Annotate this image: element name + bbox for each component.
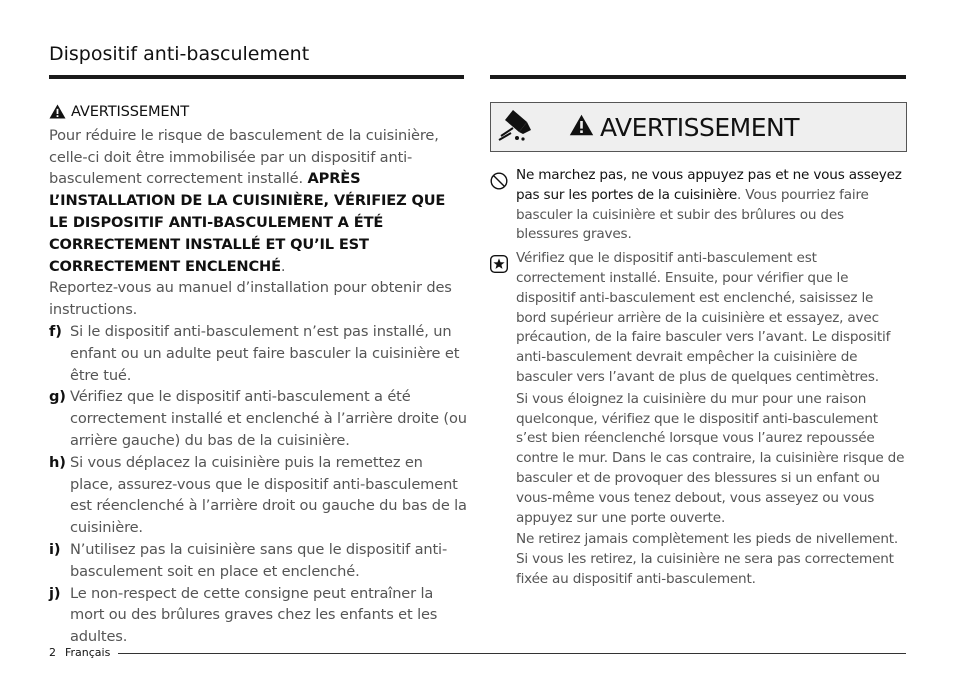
mandatory-text-3: Ne retirez jamais complètement les pieds de nivellement. Si vous les retirez, la cuisinière ne sera pas correctement fixée au dispositif anti-basculement. [516,531,898,587]
list-item [49,321,467,386]
intro-emphasis: APRÈS L’INSTALLATION DE LA CUISINIÈRE, VÉRIFIEZ QUE LE DISPOSITIF ANTI-BASCULEMENT A ÉTÉ CORRECTEMENT INSTALLÉ ET QU’IL EST CORRECTEMENT ENCLENCHÉ [49,170,446,275]
warning-triangle-icon [49,104,66,119]
page-number: 2 [49,646,56,659]
intro-paragraph [49,125,467,278]
list-item [49,539,467,583]
prohibition-detail: . Vous pourriez faire basculer la cuisinière et subir des brûlures ou des blessures graves. [516,186,869,243]
warning-box [490,102,907,152]
mandatory-item [490,249,906,590]
mandatory-text-1: Vérifiez que le dispositif anti-basculement est correctement installé. Ensuite, pour vérifier que le dispositif anti-basculement est enclenché, saisissez le bord supérieur arrière de la cuisinière et essayez, avec précaution, de la faire basculer vers l’avant. Le dispositif anti-basculement devrait empêcher la cuisinière de basculer vers l’avant de plus de quelques centimètres. [516,250,891,385]
list-item [49,452,467,539]
prohibition-item [490,166,906,245]
instructions-reference: Reportez-vous au manuel d’installation pour obtenir des instructions. [49,279,452,319]
warning-box-title [569,113,799,142]
page-title: Dispositif anti-basculement [49,43,310,65]
warning-list [49,321,467,648]
left-heading-rule [49,75,464,79]
list-item [49,583,467,648]
warning-heading [49,101,467,123]
prohibition-text [516,166,906,245]
list-text: N’utilisez pas la cuisinière sans que le dispositif anti-basculement soit en place et enclenché. [70,540,448,580]
list-item [49,386,467,451]
left-column [49,101,467,648]
mandatory-text-2: Si vous éloignez la cuisinière du mur pour une raison quelconque, vérifiez que le dispositif anti-basculement s’est bien réenclenché lorsque vous l’aurez repoussée contre le mur. Dans le cas contraire, la cuisinière risque de basculer et de provoquer des blessures si un enfant ou vous-même vous tenez debout, vous asseyez ou vous appuyez sur une porte ouverte. [516,390,905,526]
list-marker: g) [49,388,66,406]
prohibition-emphasis: Ne marchez pas, ne vous appuyez pas et ne vous asseyez pas sur les portes de la cuisinière [516,167,902,203]
right-heading-rule [490,75,906,79]
intro-period: . [280,257,286,275]
prohibited-icon [490,166,516,245]
list-text: Si vous déplacez la cuisinière puis la remettez en place, assurez-vous que le dispositif anti-basculement est réenclenché à l’arrière droit ou gauche du bas de la cuisinière. [70,453,467,537]
list-marker: h) [49,453,66,471]
list-marker: i) [49,540,61,558]
hand-warning-icon [497,108,541,146]
warning-triangle-icon [569,113,594,142]
warning-box-label: AVERTISSEMENT [600,112,799,142]
warning-label: AVERTISSEMENT [71,103,189,120]
right-column [490,166,906,594]
list-marker: f) [49,322,62,340]
list-text: Si le dispositif anti-basculement n’est pas installé, un enfant ou un adulte peut faire basculer la cuisinière et être tué. [70,322,460,384]
footer-rule [118,653,906,654]
list-text: Vérifiez que le dispositif anti-basculement a été correctement installé et enclenché à l’arrière droite (ou arrière gauche) du bas de la cuisinière. [70,388,467,449]
footer-language: Français [65,646,111,659]
star-icon [490,249,516,590]
list-text: Le non-respect de cette consigne peut entraîner la mort ou des brûlures graves chez les enfants et les adultes. [70,584,438,646]
intro-text: Pour réduire le risque de basculement de la cuisinière, celle-ci doit être immobilisée par un dispositif anti-basculement correctement installé. [49,126,439,188]
list-marker: j) [49,584,61,602]
